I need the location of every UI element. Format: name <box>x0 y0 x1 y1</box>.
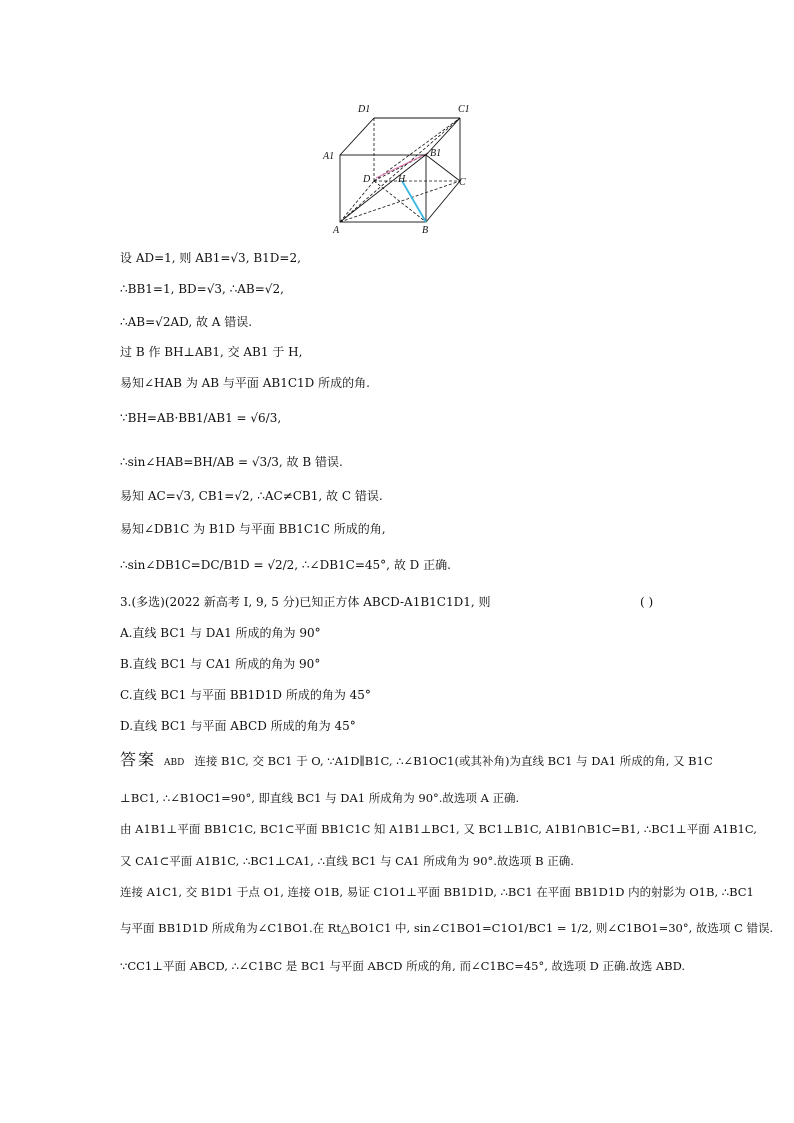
option-d: D.直线 BC1 与平面 ABCD 所成的角为 45° <box>120 719 356 733</box>
answer-label: 答案 <box>120 750 157 769</box>
label-D1: D1 <box>358 104 371 115</box>
segment-B-H-cyan <box>402 181 426 222</box>
solution-line-10: ∴sin∠DB1C=DC/B1D = √2/2, ∴∠DB1C=45°, 故 D 正确. <box>120 558 451 572</box>
answer-line-7: ∵CC1⊥平面 ABCD, ∴∠C1BC 是 BC1 与平面 ABCD 所成的角, 而∠C1BC=45°, 故选项 D 正确.故选 ABD. <box>120 959 686 973</box>
question-stem: 3.(多选)(2022 新高考 Ⅰ, 9, 5 分)已知正方体 ABCD-A1B1C1D1, 则 <box>120 595 491 609</box>
option-b: B.直线 BC1 与 CA1 所成的角为 90° <box>120 657 321 671</box>
label-A: A <box>333 225 340 236</box>
answer-line-6: 与平面 BB1D1D 所成角为∠C1BO1.在 Rt△BO1C1 中, sin∠C1BO1=C1O1/BC1 = 1/2, 则∠C1BO1=30°, 故选项 C 错误. <box>120 921 774 935</box>
solution-line-2: ∴BB1=1, BD=√3, ∴AB=√2, <box>120 282 284 296</box>
solution-line-3: ∴AB=√2AD, 故 A 错误. <box>120 315 253 329</box>
diag-A-B1 <box>340 153 428 222</box>
solution-line-4: 过 B 作 BH⊥AB1, 交 AB1 于 H, <box>120 345 303 359</box>
edge-B-C <box>426 181 460 222</box>
label-C1: C1 <box>458 104 470 115</box>
cube-figure <box>318 98 488 238</box>
label-B: B <box>422 225 429 236</box>
edge-A1-D1 <box>340 118 374 155</box>
answer-line-3: 由 A1B1⊥平面 BB1C1C, BC1⊂平面 BB1C1C 知 A1B1⊥BC1, 又 BC1⊥B1C, A1B1∩B1C=B1, ∴BC1⊥平面 A1B1C, <box>120 822 757 836</box>
option-a: A.直线 BC1 与 DA1 所成的角为 90° <box>120 626 321 640</box>
edge-A-D <box>340 181 374 222</box>
diag-D-B <box>374 181 426 222</box>
answer-line-4: 又 CA1⊂平面 A1B1C, ∴BC1⊥CA1, ∴直线 BC1 与 CA1 所成角为 90°.故选项 B 正确. <box>120 854 574 868</box>
diag-A-C1 <box>340 118 460 222</box>
solution-line-1: 设 AD=1, 则 AB1=√3, B1D=2, <box>120 251 301 265</box>
label-C: C <box>459 177 466 188</box>
label-A1: A1 <box>323 151 335 162</box>
solution-line-5: 易知∠HAB 为 AB 与平面 AB1C1D 所成的角. <box>120 376 370 390</box>
diag-A-C <box>340 181 460 222</box>
solution-line-6: ∵BH=AB·BB1/AB1 = √6/3, <box>120 411 282 425</box>
solution-line-9: 易知∠DB1C 为 B1D 与平面 BB1C1C 所成的角, <box>120 522 386 536</box>
solution-line-8: 易知 AC=√3, CB1=√2, ∴AC≠CB1, 故 C 错误. <box>120 489 383 503</box>
label-H: H <box>398 174 406 185</box>
answer-line-2: ⊥BC1, ∴∠B1OC1=90°, 即直线 BC1 与 DA1 所成角为 90°.故选项 A 正确. <box>120 791 520 805</box>
answer-line-5: 连接 A1C1, 交 B1D1 于点 O1, 连接 O1B, 易证 C1O1⊥平面 BB1D1D, ∴BC1 在平面 BB1D1D 内的射影为 O1B, ∴BC1 <box>120 885 754 899</box>
answer-line-1 <box>120 752 713 771</box>
solution-line-7: ∴sin∠HAB=BH/AB = √3/3, 故 B 错误. <box>120 455 343 469</box>
label-D: D <box>363 174 371 185</box>
answer-paren: ( ) <box>640 595 654 609</box>
answer-text-1: 连接 B1C, 交 BC1 于 O, ∵A1D∥B1C, ∴∠B1OC1(或其补角)为直线 BC1 与 DA1 所成的角, 又 B1C <box>194 754 713 768</box>
label-B1: B1 <box>430 148 442 159</box>
answer-choice: ABD <box>164 758 185 768</box>
option-c: C.直线 BC1 与平面 BB1D1D 所成的角为 45° <box>120 688 371 702</box>
